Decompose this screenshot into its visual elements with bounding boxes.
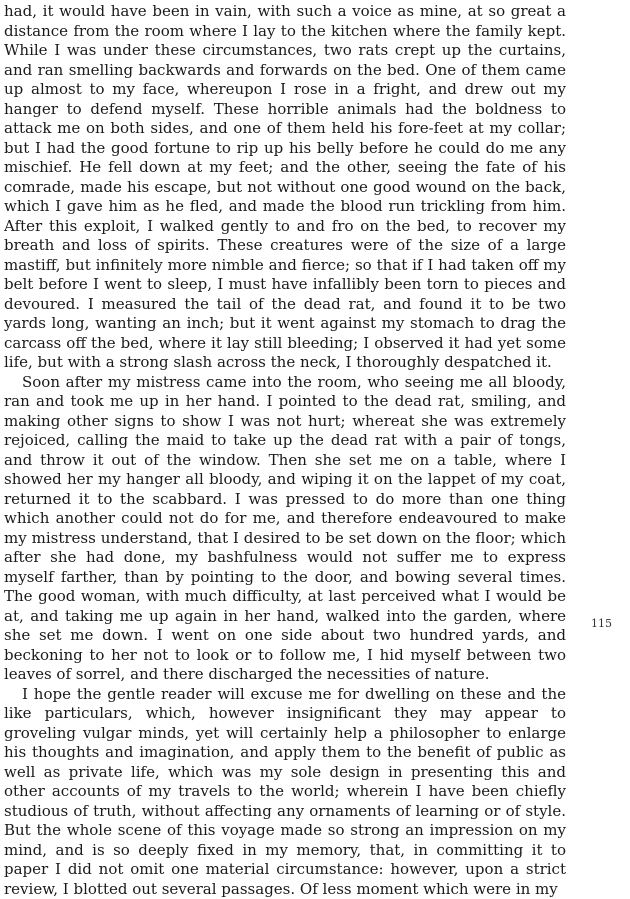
paragraph: Soon after my mistress came into the room, who seeing me all bloody, ran and took me up in her hand. I pointed to the dead rat, smiling, and making other signs to show I was not hurt; whereat she was extremely rejoiced, calling the maid to take up the dead rat with a pair of tongs, and throw it out of the window. Then she set me on a table, where I showed her my hanger all bloody, and wiping it on the lappet of my coat, returned it to the scabbard. I was pressed to do more than one thing which another could not do for me, and therefore endeavoured to make my mistress understand, that I desired to be set down on the floor; which after she had done, my bashfulness would not suffer me to express myself farther, than by pointing to the door, and bowing several times. The good woman, with much difficulty, at last perceived what I would be at, and taking me up again in her hand, walked into the garden, where she set me down. I went on one side about two hundred yards, and beckoning to her not to look or to follow me, I hid myself between two leaves of sorrel, and there discharged the necessities of nature. bbox=[4, 373, 566, 685]
page-number: 115 bbox=[591, 617, 612, 630]
paragraph: I hope the gentle reader will excuse me for dwelling on these and the like particulars, which, however insignificant they may appear to groveling vulgar minds, yet will certainly help a philosopher to enlarge his thoughts and imagination, and apply them to the benefit of public as well as private life, which was my sole design in presenting this and other accounts of my travels to the world; wherein I have been chiefly studious of truth, without affecting any ornaments of learning or of style. But the whole scene of this voyage made so strong an impression on my mind, and is so deeply fixed in my memory, that, in committing it to paper I did not omit one material circumstance: however, upon a strict review, I blotted out several passages. Of less moment which were in my bbox=[4, 685, 566, 899]
paragraph-continued: had, it would have been in vain, with such a voice as mine, at so great a distance from the room where I lay to the kitchen where the family kept. While I was under these circumstances, two rats crept up the curtains, and ran smelling backwards and forwards on the bed. One of them came up almost to my face, whereupon I rose in a fright, and drew out my hanger to defend myself. These horrible animals had the boldness to attack me on both sides, and one of them held his fore-feet at my collar; but I had the good fortune to rip up his belly before he could do me any mischief. He fell down at my feet; and the other, seeing the fate of his comrade, made his escape, but not without one good wound on the back, which I gave him as he fled, and made the blood run trickling from him. After this exploit, I walked gently to and fro on the bed, to recover my breath and loss of spirits. These creatures were of the size of a large mastiff, but infinitely more nimble and fierce; so that if I had taken off my belt before I went to sleep, I must have infallibly been torn to pieces and devoured. I measured the tail of the dead rat, and found it to be two yards long, wanting an inch; but it went against my stomach to drag the carcass off the bed, where it lay still bleeding; I observed it had yet some life, but with a strong slash across the neck, I thoroughly despatched it. bbox=[4, 2, 566, 373]
body-text bbox=[4, 2, 566, 899]
